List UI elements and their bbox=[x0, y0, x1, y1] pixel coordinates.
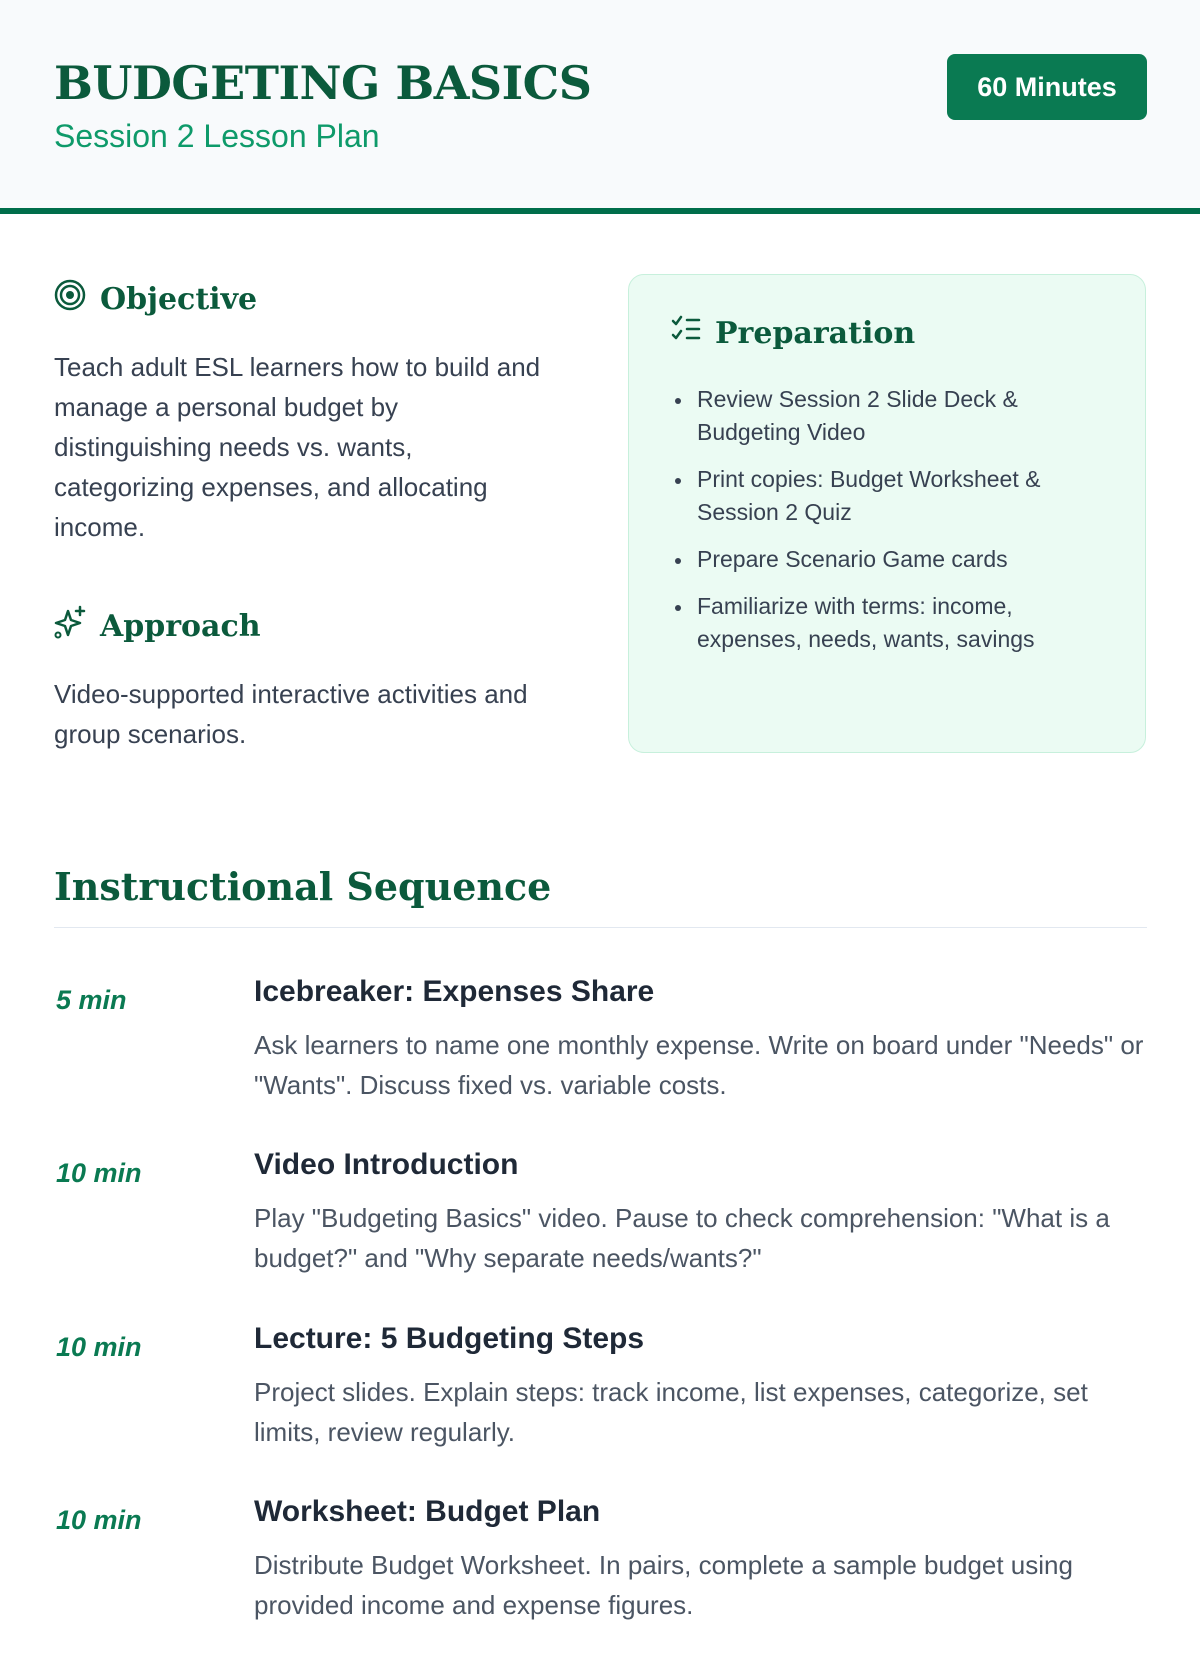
approach-text: Video-supported interactive activities and group scenarios. bbox=[54, 679, 528, 749]
sequence-item-time: 10 min bbox=[56, 1505, 142, 1535]
approach-heading bbox=[54, 605, 261, 647]
approach-heading-label: Approach bbox=[100, 608, 261, 644]
list-item: Familiarize with terms: income, expenses, needs, wants, savings bbox=[671, 590, 1111, 656]
preparation-list bbox=[671, 383, 1111, 670]
target-icon bbox=[54, 279, 100, 319]
sequence-item-title: Worksheet: Budget Plan bbox=[254, 1495, 601, 1528]
sequence-item-description: Distribute Budget Worksheet. In pairs, complete a sample budget using provided income and expense figures. bbox=[254, 1550, 1073, 1620]
objective-text: Teach adult ESL learners how to build and manage a personal budget by distinguishing needs vs. wants, categorizing expenses, and allocating income. bbox=[54, 352, 541, 542]
sequence-item-title: Lecture: 5 Budgeting Steps bbox=[254, 1322, 645, 1355]
sequence-item-title: Video Introduction bbox=[254, 1148, 519, 1181]
page-header bbox=[0, 0, 1200, 214]
sequence-item-title: Icebreaker: Expenses Share bbox=[254, 975, 655, 1008]
sequence-item bbox=[0, 1148, 1200, 1318]
objective-heading-label: Objective bbox=[100, 281, 258, 317]
divider bbox=[54, 927, 1147, 928]
duration-badge: 60 Minutes bbox=[947, 54, 1147, 120]
sequence-item-time: 10 min bbox=[56, 1332, 142, 1362]
sequence-item-description: Project slides. Explain steps: track income, list expenses, categorize, set limits, review regularly. bbox=[254, 1377, 1088, 1447]
page-subtitle: Session 2 Lesson Plan bbox=[54, 118, 380, 154]
sequence-item-time: 10 min bbox=[56, 1158, 142, 1188]
preparation-heading-label: Preparation bbox=[715, 315, 916, 351]
preparation-heading bbox=[671, 315, 915, 351]
sequence-heading: Instructional Sequence bbox=[54, 864, 552, 909]
list-item: Prepare Scenario Game cards bbox=[671, 543, 1111, 576]
list-item: Print copies: Budget Worksheet & Session 2 Quiz bbox=[671, 463, 1111, 529]
preparation-card bbox=[628, 274, 1146, 753]
page-title: BUDGETING BASICS bbox=[54, 56, 592, 110]
list-item: Review Session 2 Slide Deck & Budgeting Video bbox=[671, 383, 1111, 449]
sparkles-icon bbox=[54, 605, 100, 647]
sequence-item bbox=[0, 975, 1200, 1145]
objective-heading bbox=[54, 279, 257, 319]
sequence-item-description: Ask learners to name one monthly expense. Write on board under "Needs" or "Wants". Discuss fixed vs. variable costs. bbox=[254, 1030, 1144, 1100]
sequence-item bbox=[0, 1322, 1200, 1492]
sequence-item-description: Play "Budgeting Basics" video. Pause to check comprehension: "What is a budget?" and "Why separate needs/wants?" bbox=[254, 1203, 1110, 1273]
sequence-item-time: 5 min bbox=[56, 985, 127, 1015]
sequence-item bbox=[0, 1495, 1200, 1665]
checklist-icon bbox=[671, 315, 715, 351]
